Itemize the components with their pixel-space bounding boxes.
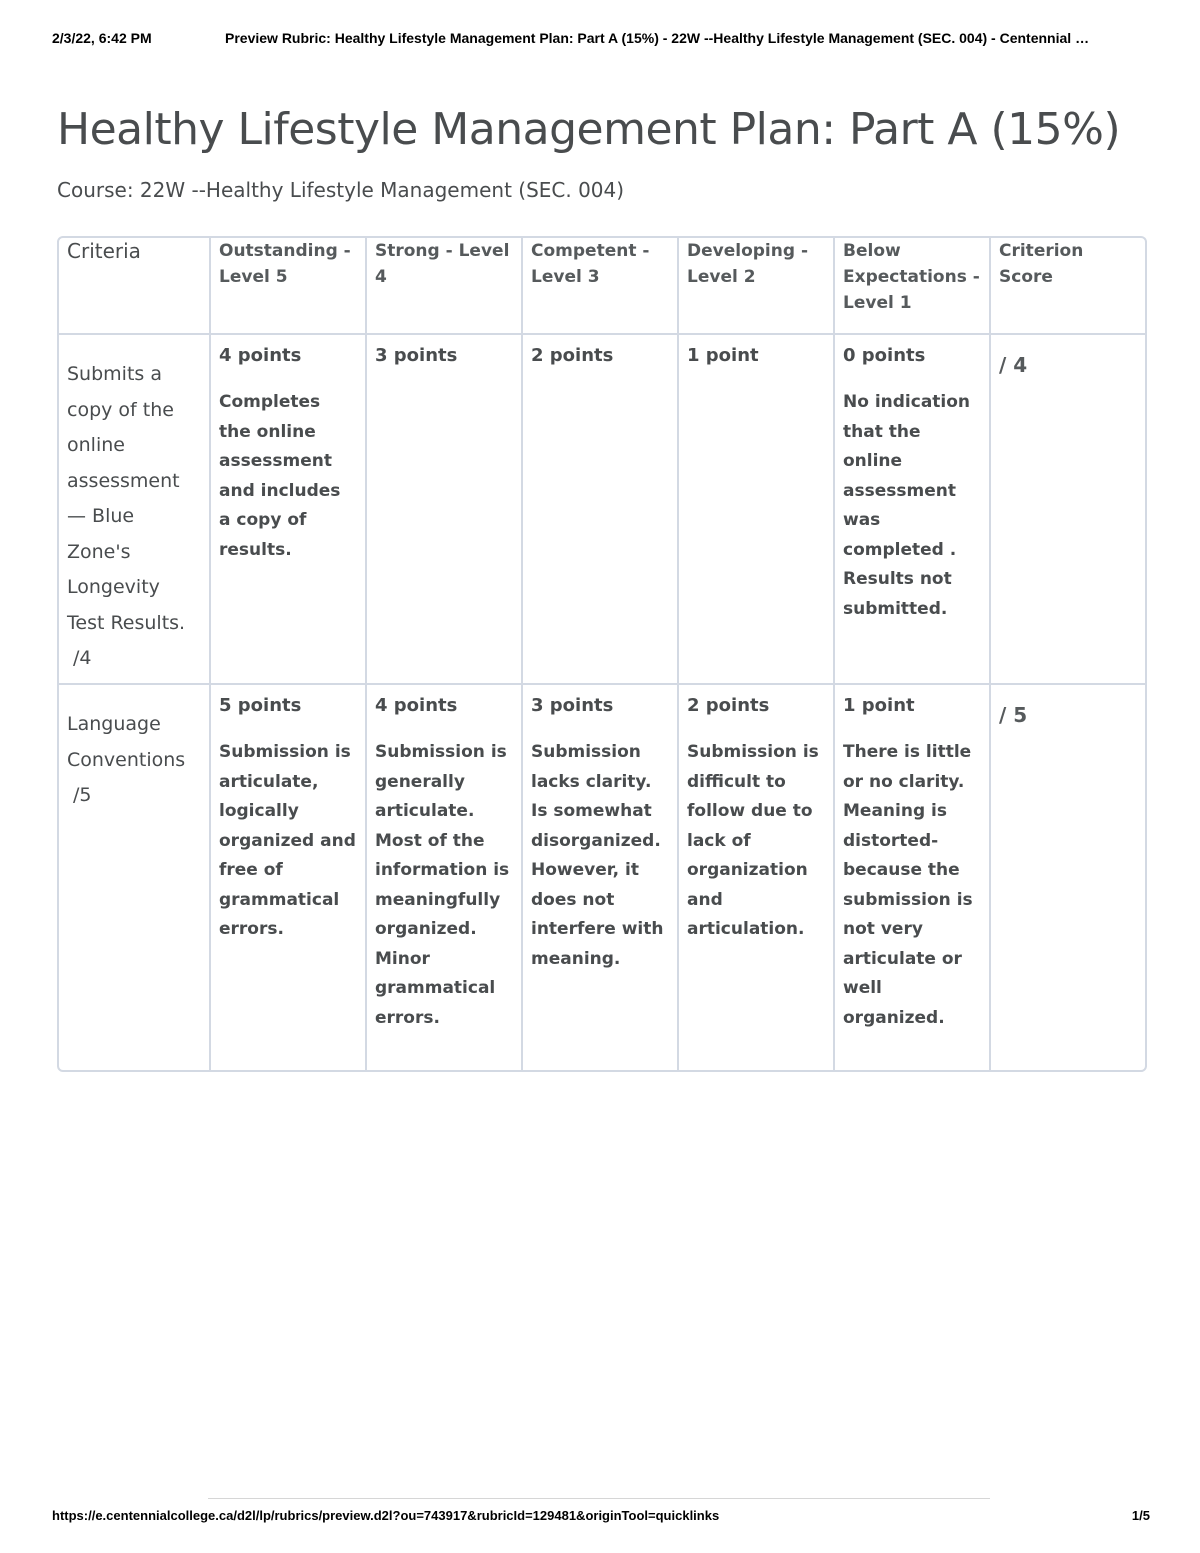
header-level-3: Competent - Level 3 — [522, 238, 678, 334]
page-number: 1/5 — [1131, 1508, 1150, 1523]
criterion-score: / 4 — [990, 334, 1147, 684]
level-description: Submission is generally articulate. Most of the information is meaningfully organized. Minor grammatical errors. — [375, 742, 510, 1028]
level-description: No indication that the online assessment was completed . Results not submitted. — [843, 392, 971, 619]
level-points: 3 points — [375, 345, 458, 366]
print-url: https://e.centennialcollege.ca/d2l/lp/rubrics/preview.d2l?ou=743917&rubricId=129481&originTool=quicklinks — [52, 1508, 720, 1523]
criterion-cell — [59, 334, 210, 684]
criterion-max: /5 — [73, 784, 92, 806]
print-header — [52, 30, 1150, 50]
level-points: 5 points — [219, 695, 302, 716]
level-description: Submission is difficult to follow due to lack of organization and articulation. — [687, 742, 819, 939]
print-footer — [52, 1508, 1150, 1528]
level-points: 3 points — [531, 695, 614, 716]
criterion-name: Submits a copy of the online assessment — Blue Zone's Longevity Test Results. — [67, 363, 186, 634]
level-1-cell — [834, 334, 990, 684]
level-points: 4 points — [375, 695, 458, 716]
level-points: 1 point — [687, 345, 759, 366]
level-2-cell — [678, 334, 834, 684]
footer-divider — [208, 1498, 990, 1499]
level-points: 2 points — [687, 695, 770, 716]
level-3-cell — [522, 334, 678, 684]
rubric-row-language-conventions — [59, 684, 1147, 1070]
criterion-name: Language Conventions — [67, 713, 186, 771]
level-description: Submission is articulate, logically organized and free of grammatical errors. — [219, 742, 356, 939]
criterion-score: / 5 — [990, 684, 1147, 1070]
level-3-cell — [522, 684, 678, 1070]
page-title: Healthy Lifestyle Management Plan: Part A (15%) — [57, 104, 1121, 155]
level-5-cell — [210, 684, 366, 1070]
level-points: 0 points — [843, 345, 926, 366]
level-description: Submission lacks clarity. Is somewhat disorganized. However, it does not interfere with meaning. — [531, 742, 664, 969]
level-1-cell — [834, 684, 990, 1070]
level-description: Completes the online assessment and includes a copy of results. — [219, 392, 341, 560]
print-date: 2/3/22, 6:42 PM — [52, 30, 152, 46]
rubric-table — [59, 238, 1147, 1070]
header-criterion-score: Criterion Score — [990, 238, 1147, 334]
level-description: There is little or no clarity. Meaning is distorted- because the submission is not very articulate or well organized. — [843, 742, 973, 1028]
level-2-cell — [678, 684, 834, 1070]
criterion-max: /4 — [73, 647, 92, 669]
level-4-cell — [366, 684, 522, 1070]
level-points: 1 point — [843, 695, 915, 716]
header-level-5: Outstanding - Level 5 — [210, 238, 366, 334]
rubric-row-online-assessment — [59, 334, 1147, 684]
header-level-1: Below Expectations - Level 1 — [834, 238, 990, 334]
print-doc-title: Preview Rubric: Healthy Lifestyle Management Plan: Part A (15%) - 22W --Healthy Lifestyle Management (SEC. 004) - Centennial … — [225, 30, 1090, 46]
header-level-2: Developing - Level 2 — [678, 238, 834, 334]
level-4-cell — [366, 334, 522, 684]
header-level-4: Strong - Level 4 — [366, 238, 522, 334]
rubric-header-row — [59, 238, 1147, 334]
level-points: 2 points — [531, 345, 614, 366]
level-5-cell — [210, 334, 366, 684]
course-name: Course: 22W --Healthy Lifestyle Management (SEC. 004) — [57, 178, 625, 202]
header-criteria: Criteria — [59, 238, 210, 334]
criterion-cell — [59, 684, 210, 1070]
level-points: 4 points — [219, 345, 302, 366]
rubric — [57, 236, 1147, 1072]
